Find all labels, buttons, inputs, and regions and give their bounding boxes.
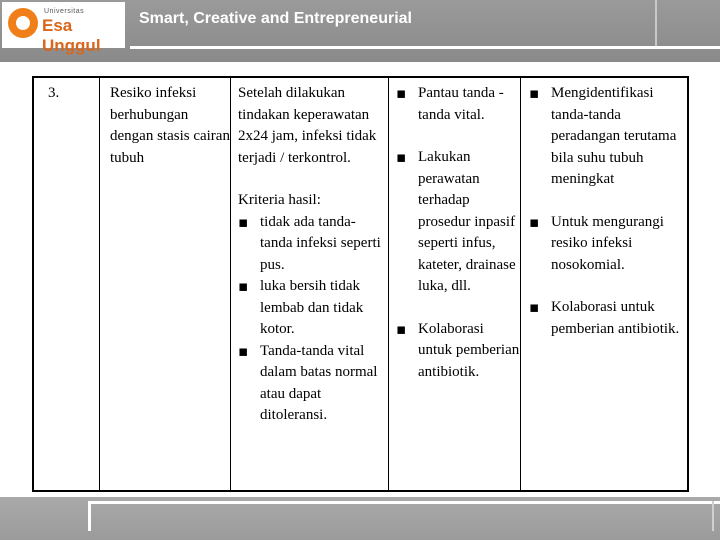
criteria-item: ▪ Tanda-tanda vital dalam batas normal atau dapat ditoleransi.: [238, 341, 384, 427]
logo-emblem-icon: [8, 8, 38, 38]
footer-divider: [88, 501, 720, 504]
col-rationales: [520, 78, 689, 490]
university-logo: [2, 2, 125, 55]
col-interventions: [388, 78, 520, 490]
rationale-item: ▪ Kolaborasi untuk pemberian antibiotik.: [529, 297, 689, 340]
logo-small-text: Universitas: [44, 8, 85, 15]
col-number: [34, 78, 99, 490]
rationale-item: ▪ Untuk mengurangi resiko infeksi nosokomial.: [529, 212, 689, 277]
diagnosis-text: Resiko infeksi berhubungan dengan stasis cairan tubuh: [110, 85, 230, 166]
care-plan-table: [32, 76, 689, 492]
criteria-title: Kriteria hasil:: [238, 192, 321, 208]
header-banner: [0, 0, 720, 62]
intervention-item: ▪ Pantau tanda -tanda vital.: [396, 83, 520, 126]
row-number: 3.: [48, 85, 60, 101]
criteria-item: ▪ luka bersih tidak lembab dan tidak kotor.: [238, 276, 384, 341]
col-diagnosis: [99, 78, 230, 490]
footer-band: [0, 497, 720, 540]
criteria-list: [238, 212, 384, 427]
footer-vertical-divider-right: [712, 501, 714, 531]
header-divider: [130, 46, 720, 49]
logo-name: Esa Unggul: [42, 16, 101, 55]
rationales-list: [529, 83, 689, 340]
interventions-list: [396, 83, 520, 383]
intervention-item: ▪ Kolaborasi untuk pemberian antibiotik.: [396, 319, 520, 384]
criteria-item: ▪ tidak ada tanda-tanda infeksi seperti pus.: [238, 212, 384, 277]
footer-vertical-divider: [88, 501, 91, 531]
col-goal: [230, 78, 388, 490]
intervention-item: ▪ Lakukan perawatan terhadap prosedur inpasif seperti infus, kateter, drainase luka, dll.: [396, 147, 520, 298]
rationale-item: ▪ Mengidentifikasi tanda-tanda peradangan terutama bila suhu tubuh meningkat: [529, 83, 689, 191]
header-vertical-divider: [655, 0, 657, 46]
tagline: Smart, Creative and Entrepreneurial: [139, 10, 412, 27]
goal-text: Setelah dilakukan tindakan keperawatan 2x24 jam, infeksi tidak terjadi / terkontrol.: [238, 85, 377, 166]
